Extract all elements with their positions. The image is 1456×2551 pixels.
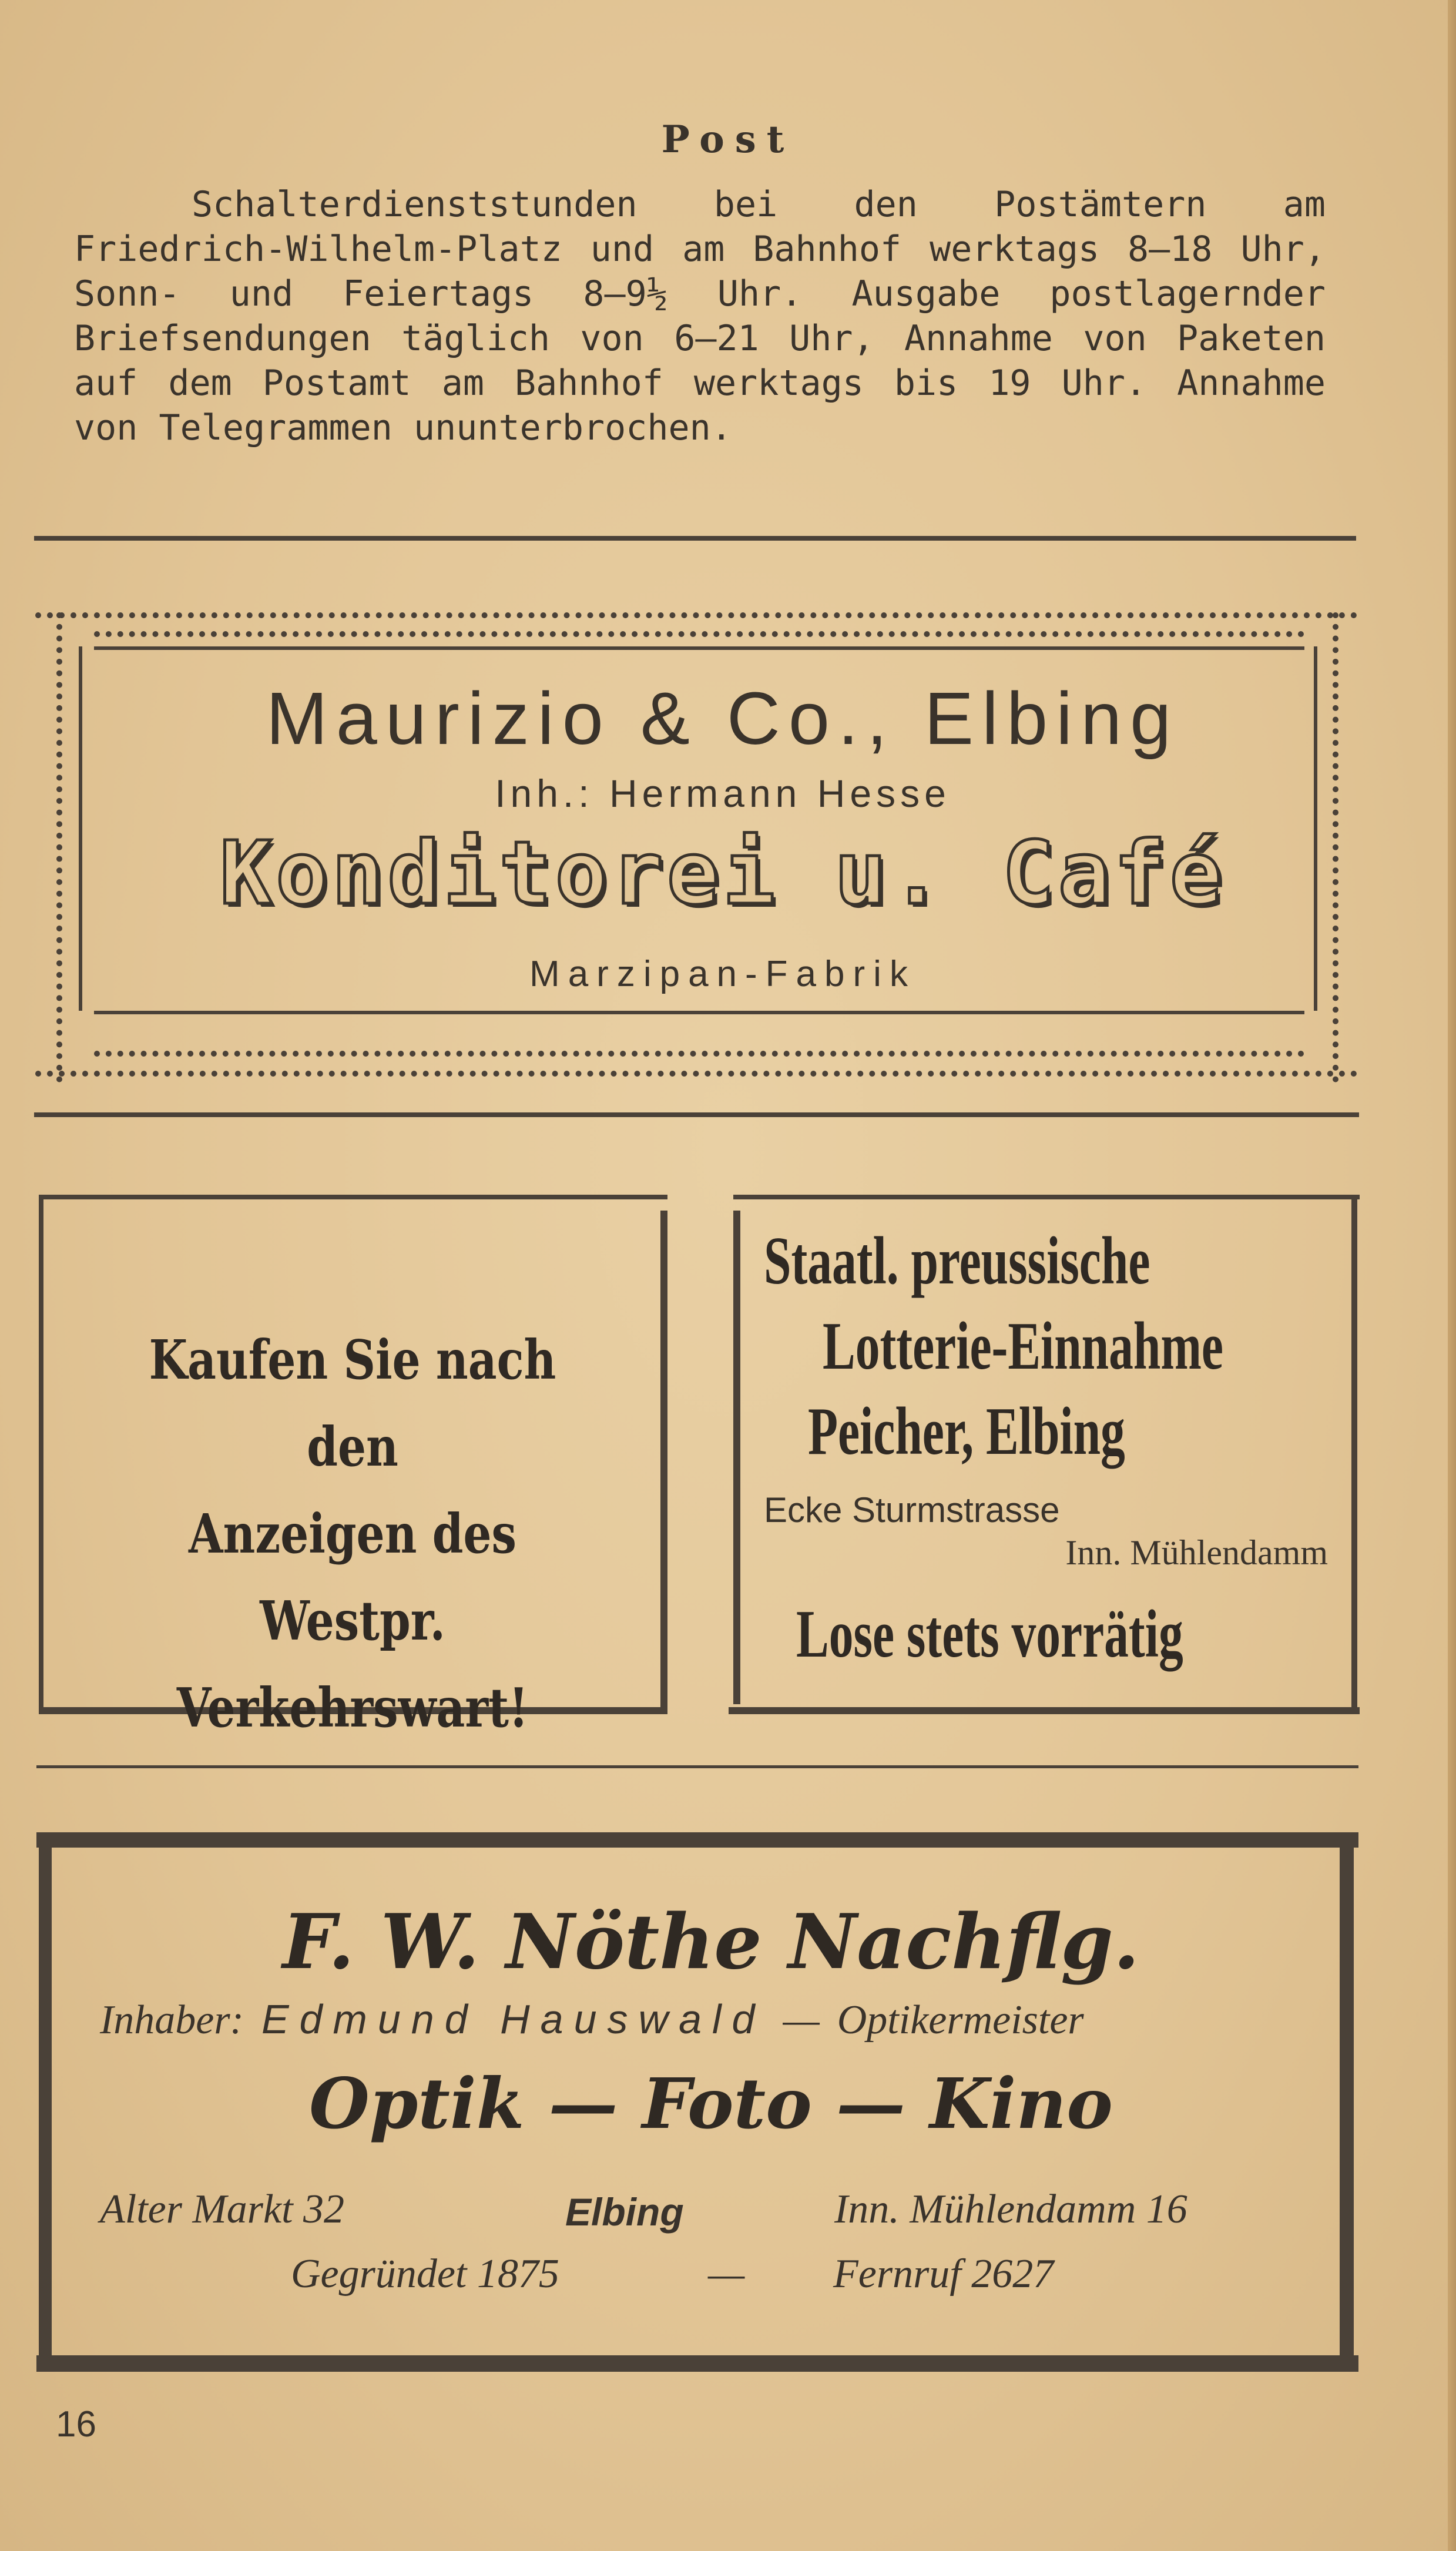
noethe-founded-dash: — [708,2251,745,2297]
noethe-company-name: F. W. Nöthe Nachflg. [282,1898,1140,1986]
divider-2 [34,1112,1359,1117]
noethe-city: Elbing [565,2190,684,2234]
noethe-founded: Gegründet 1875 [291,2251,559,2297]
post-heading: Post [661,118,795,162]
noethe-owner-line [100,1996,1322,2044]
lottery-box-bottom [729,1707,1360,1714]
noethe-branch: Inn. Mühlendamm 16 [834,2187,1187,2232]
left-box-line-3: Westpr. Verkehrswart! [176,1589,529,1739]
maurizio-business: Konditorei u. Café [220,823,1226,924]
lottery-box-left [733,1211,740,1704]
frame-dots-top [35,612,1357,618]
noethe-owner-dash: — [783,1997,820,2043]
left-box-line-1: Kaufen Sie nach den [149,1328,556,1479]
lottery-box-right [1351,1195,1357,1712]
lottery-box-top [733,1195,1360,1199]
frame-dots-left [56,612,62,1082]
lottery-corner: Inn. Mühlendamm [1065,1533,1328,1572]
maurizio-company-name: Maurizio & Co., Elbing [266,677,1180,760]
left-box-line-2: Anzeigen des [189,1502,516,1566]
noethe-frame-top [36,1832,1358,1848]
frame-dots-bottom-inner [94,1051,1304,1057]
noethe-owner-label: Inhaber: [100,1997,244,2043]
lottery-street: Ecke Sturmstrasse [764,1490,1060,1530]
lottery-slogan: Lose stets vorrätig [796,1597,1183,1672]
left-box-left [39,1195,43,1712]
left-box-slogan [112,1316,593,1751]
lottery-line-3: Peicher, Elbing [808,1394,1125,1469]
maurizio-owner: Inh.: Hermann Hesse [495,772,951,815]
noethe-phone: Fernruf 2627 [833,2251,1054,2297]
frame-dots-bottom [35,1071,1357,1077]
maurizio-subtitle: Marzipan-Fabrik [529,954,916,994]
frame-dots-top-inner [94,631,1304,637]
left-box-top [39,1195,667,1199]
page-edge [1448,0,1456,2551]
noethe-owner-title: Optikermeister [837,1997,1084,2043]
divider-3 [36,1765,1358,1768]
frame-line-top [94,646,1304,650]
noethe-services: Optik — Foto — Kino [309,2063,1113,2144]
post-office-hours-text: Schalterdienststunden bei den Postämtern am Friedrich-Wilhelm-Platz und am Bahnhof werktags 8—18 Uhr, Sonn- und Feiertags 8—9½ Uhr. Ausgabe postlagernder Briefsendungen täglich von 6—21 Uhr, Annahme von Paketen auf dem Postamt am Bahnhof werktags bis 19 Uhr. Annahme von Telegrammen ununterbrochen. [74,184,1326,448]
noethe-owner-name: Edmund Hauswald [261,1996,766,2042]
lottery-line-2: Lotterie-Einnahme [823,1309,1223,1384]
noethe-frame-bottom [36,2355,1358,2372]
frame-line-bottom [94,1011,1304,1014]
divider-1 [34,536,1356,541]
page-number: 16 [56,2404,96,2445]
noethe-address: Alter Markt 32 [100,2187,345,2232]
left-box-right [660,1211,667,1710]
lottery-line-1: Staatl. preussische [764,1223,1150,1299]
